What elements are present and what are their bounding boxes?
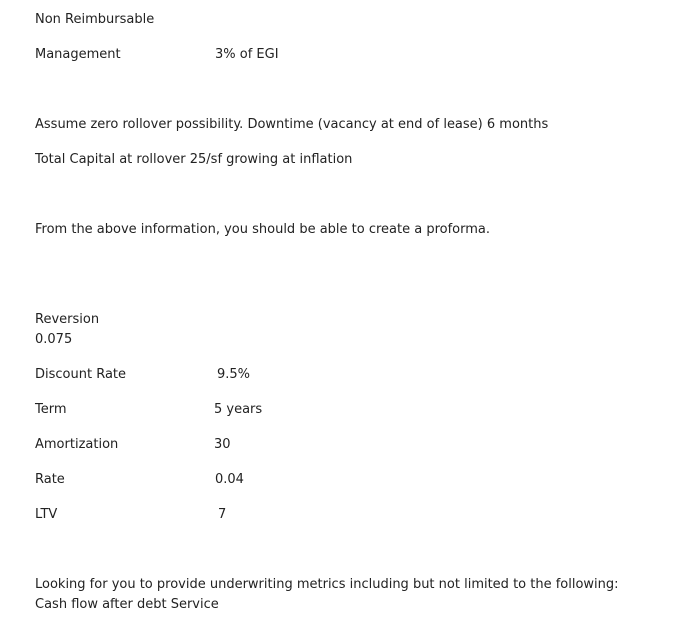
term-label: Term: [35, 402, 67, 417]
amortization-value: 30: [214, 437, 231, 452]
ltv-value: 7: [218, 507, 227, 522]
non-reimbursable-label: Non Reimbursable: [35, 12, 155, 27]
reversion-label: Reversion: [35, 312, 100, 327]
rollover-note: Assume zero rollover possibility. Downtime (vacancy at end of lease) 6 months: [35, 117, 549, 132]
discount-rate-label: Discount Rate: [35, 367, 127, 382]
term-value: 5 years: [214, 402, 263, 417]
amortization-label: Amortization: [35, 437, 119, 452]
cash-flow-label: Cash flow after debt Service: [35, 597, 219, 612]
ltv-label: LTV: [35, 507, 58, 522]
discount-rate-value: 9.5%: [217, 367, 251, 382]
management-label: Management: [35, 47, 121, 62]
proforma-note: From the above information, you should be able to create a proforma.: [35, 222, 491, 237]
management-value: 3% of EGI: [215, 47, 279, 62]
closing-note: Looking for you to provide underwriting metrics including but not limited to the following:: [35, 577, 619, 592]
reversion-value: 0.075: [35, 332, 73, 347]
rate-label: Rate: [35, 472, 65, 487]
capital-note: Total Capital at rollover 25/sf growing at inflation: [35, 152, 353, 167]
rate-value: 0.04: [215, 472, 244, 487]
